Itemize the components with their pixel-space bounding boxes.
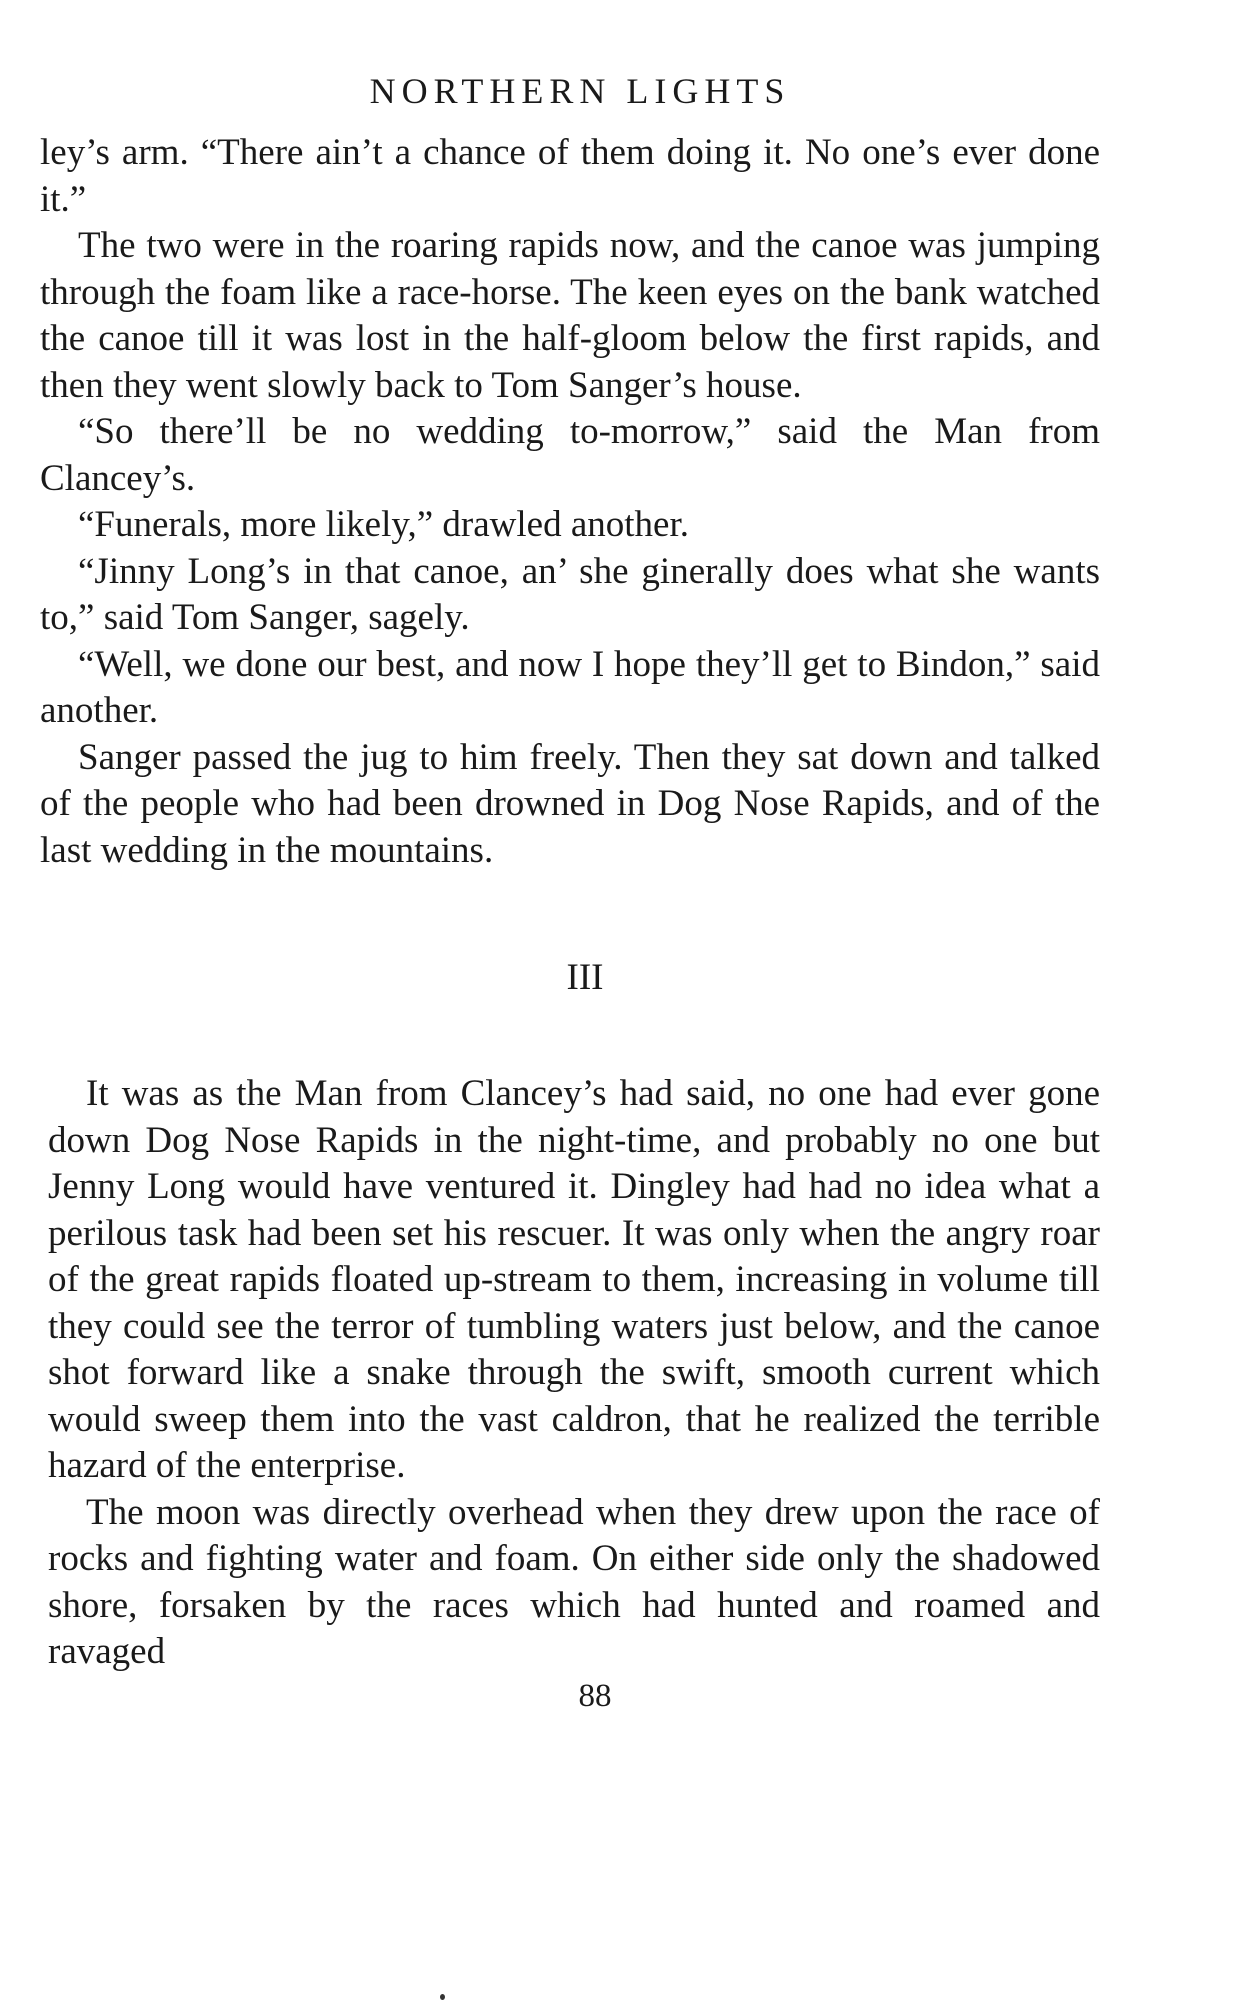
paragraph: ley’s arm. “There ain’t a chance of them doing it. No one’s ever done it.”: [40, 132, 1100, 220]
paragraph: Sanger passed the jug to him freely. Then they sat down and talked of the people who had been drowned in Dog Nose Rapids, and of the last wedding in the mountains.: [40, 736, 1100, 871]
book-page: [40, 70, 1100, 1715]
ink-speck: [440, 1994, 445, 2000]
page-number: 88: [578, 1677, 612, 1714]
text-block-section: [40, 1071, 1108, 1676]
paragraph: “Jinny Long’s in that canoe, an’ she ginerally does what she wants to,” said Tom Sanger, sagely.: [40, 550, 1100, 638]
text-block-top: [40, 130, 1100, 874]
paragraph: “So there’ll be no wedding to-morrow,” said the Man from Clancey’s.: [40, 411, 1100, 499]
paragraph: “Well, we done our best, and now I hope they’ll get to Bindon,” said another.: [40, 643, 1100, 731]
running-head: NORTHERN LIGHTS: [369, 71, 791, 111]
section-heading: III: [566, 957, 604, 998]
paragraph: The moon was directly overhead when they drew upon the race of rocks and fighting water and foam. On either side only the shadowed shore, forsaken by the races which had hunted and roamed and ravaged: [48, 1491, 1100, 1672]
paragraph: The two were in the roaring rapids now, and the canoe was jumping through the foam like a race-horse. The keen eyes on the bank watched the canoe till it was lost in the half-gloom below the first rapids, and then they went slowly back to Tom Sanger’s house.: [40, 225, 1100, 406]
paragraph: It was as the Man from Clancey’s had said, no one had ever gone down Dog Nose Rapids in the night-time, and probably no one but Jenny Long would have ventured it. Dingley had had no idea what a perilous task had been set his rescuer. It was only when the angry roar of the great rapids floated up-stream to them, increasing in volume till they could see the terror of tumbling waters just below, and the canoe shot forward like a snake through the swift, smooth current which would sweep them into the vast caldron, that he realized the terrible hazard of the enterprise.: [48, 1073, 1100, 1486]
paragraph: “Funerals, more likely,” drawled another.: [78, 504, 689, 545]
